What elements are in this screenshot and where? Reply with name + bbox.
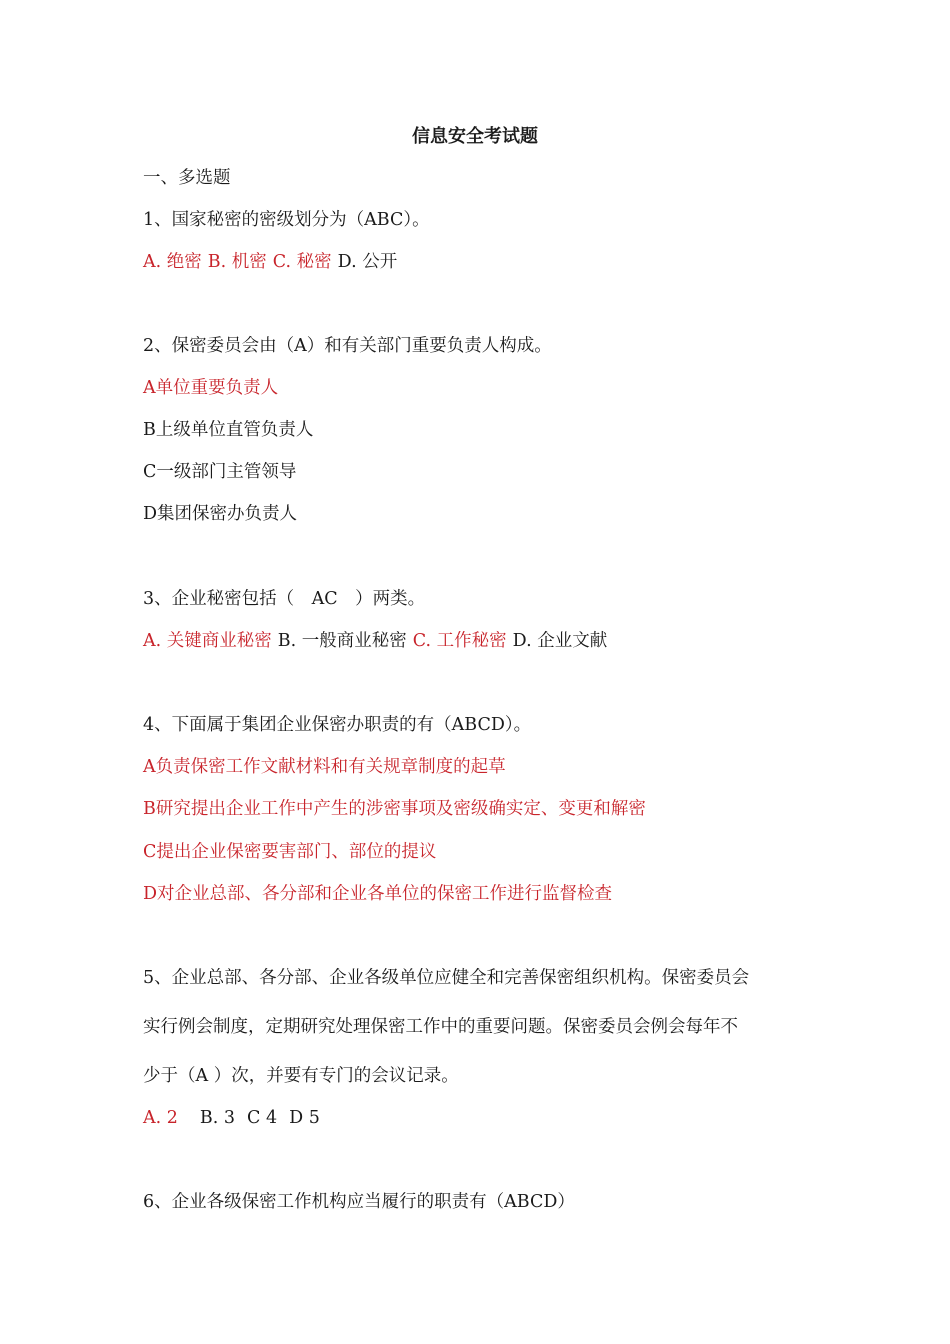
q4-option-d: D对企业总部、各分部和企业各单位的保密工作进行监督检查 — [143, 884, 613, 904]
q3-option-d: D. 企业文献 — [512, 631, 608, 651]
question-4-stem: 4、下面属于集团企业保密办职责的有（ABCD）。 — [143, 715, 532, 735]
q5-option-d: D 5 — [289, 1108, 320, 1128]
q2-option-a: A单位重要负责人 — [143, 378, 279, 398]
question-1-options — [143, 250, 397, 274]
q2-option-c: C一级部门主管领导 — [143, 462, 297, 482]
question-2-stem: 2、保密委员会由（A）和有关部门重要负责人构成。 — [143, 336, 552, 356]
question-3-stem: 3、企业秘密包括（ AC ）两类。 — [143, 589, 426, 609]
question-3-options — [143, 629, 607, 653]
q5-option-a: A. 2 — [143, 1108, 178, 1128]
q1-option-b: B. 机密 — [207, 252, 267, 272]
q3-option-b: B. 一般商业秘密 — [277, 631, 407, 651]
q5-option-c: C 4 — [247, 1108, 278, 1128]
question-1-stem: 1、国家秘密的密级划分为（ABC）。 — [143, 210, 430, 230]
q3-option-c: C. 工作秘密 — [412, 631, 507, 651]
q4-option-b: B研究提出企业工作中产生的涉密事项及密级确实定、变更和解密 — [143, 799, 646, 819]
q2-option-d: D集团保密办负责人 — [143, 504, 298, 524]
question-5-stem-line-3: 少于（A ）次，并要有专门的会议记录。 — [143, 1066, 459, 1086]
section-heading: 一、多选题 — [143, 168, 231, 188]
question-5-stem-line-2: 实行例会制度，定期研究处理保密工作中的重要问题。保密委员会例会每年不 — [143, 1017, 738, 1037]
question-5-options — [143, 1106, 320, 1130]
q3-option-a: A. 关键商业秘密 — [143, 631, 272, 651]
q1-option-c: C. 秘密 — [272, 252, 332, 272]
question-6-stem: 6、企业各级保密工作机构应当履行的职责有（ABCD） — [143, 1192, 575, 1212]
q5-option-b: B. 3 — [199, 1108, 236, 1128]
q1-option-d: D. 公开 — [337, 252, 398, 272]
q2-option-b: B上级单位直管负责人 — [143, 420, 314, 440]
document-title: 信息安全考试题 — [412, 126, 538, 147]
q4-option-a: A负责保密工作文献材料和有关规章制度的起草 — [143, 757, 506, 777]
question-5-stem-line-1: 5、企业总部、各分部、企业各级单位应健全和完善保密组织机构。保密委员会 — [143, 968, 750, 988]
q1-option-a: A. 绝密 — [143, 252, 202, 272]
q4-option-c: C提出企业保密要害部门、部位的提议 — [143, 842, 437, 862]
